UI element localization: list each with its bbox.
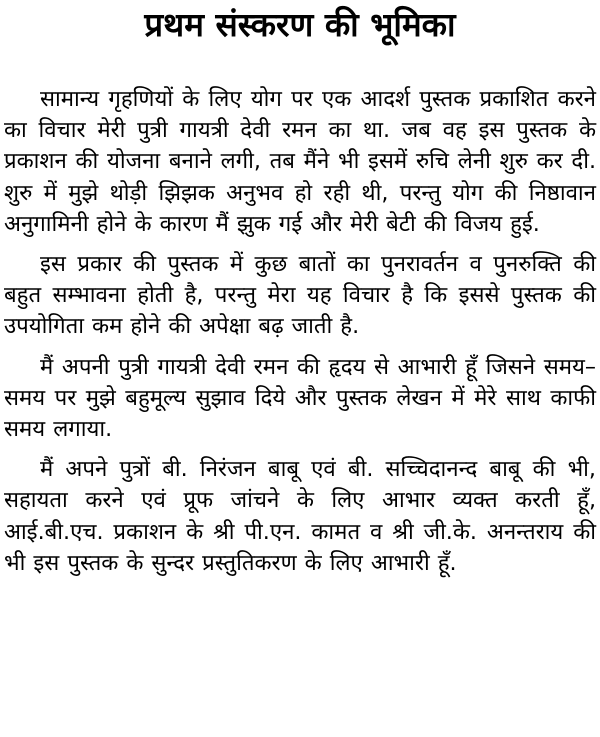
page-title: प्रथम संस्करण की भूमिका [144,5,456,44]
paragraph-1: सामान्य गृहणियों के लिए योग पर एक आदर्श पुस्तक प्रकाशित करने का विचार मेरी पुत्री गायत्री देवी रमन का था. जब वह इस पुस्तक के प्रकाशन की योजना बनाने लगी, तब मैंने भी इसमें रुचि लेनी शुरु कर दी. शुरु में मुझे थोड़ी झिझक अनुभव हो रही थी, परन्तु योग की निष्ठावान अनुगामिनी होने के कारण मैं झुक गई और मेरी बेटी की विजय हुई. [4,86,596,237]
preface-body [4,84,596,579]
paragraph-3: मैं अपनी पुत्री गायत्री देवी रमन की हृदय से आभारी हूँ जिसने समय–समय पर मुझे बहुमूल्य सुझाव दिये और पुस्तक लेखन में मेरे साथ काफी समय लगाया. [4,353,596,443]
paragraph-2: इस प्रकार की पुस्तक में कुछ बातों का पुनरावर्तन व पुनरुक्ति की बहुत सम्भावना होती है, परन्तु मेरा यह विचार है कि इससे पुस्तक की उपयोगिता कम होने की अपेक्षा बढ़ जाती है. [4,251,596,340]
paragraph-4: मैं अपने पुत्रों बी. निरंजन बाबू एवं बी. सच्चिदानन्द बाबू की भी, सहायता करने एवं प्रूफ जांचने के लिए आभार व्यक्त करती हूँ, आई.बी.एच. प्रकाशन के श्री पी.एन. कामत व श्री जी.के. अनन्तराय की भी इस पुस्तक के सुन्दर प्रस्तुतिकरण के लिए आभारी हूँ. [4,456,596,576]
